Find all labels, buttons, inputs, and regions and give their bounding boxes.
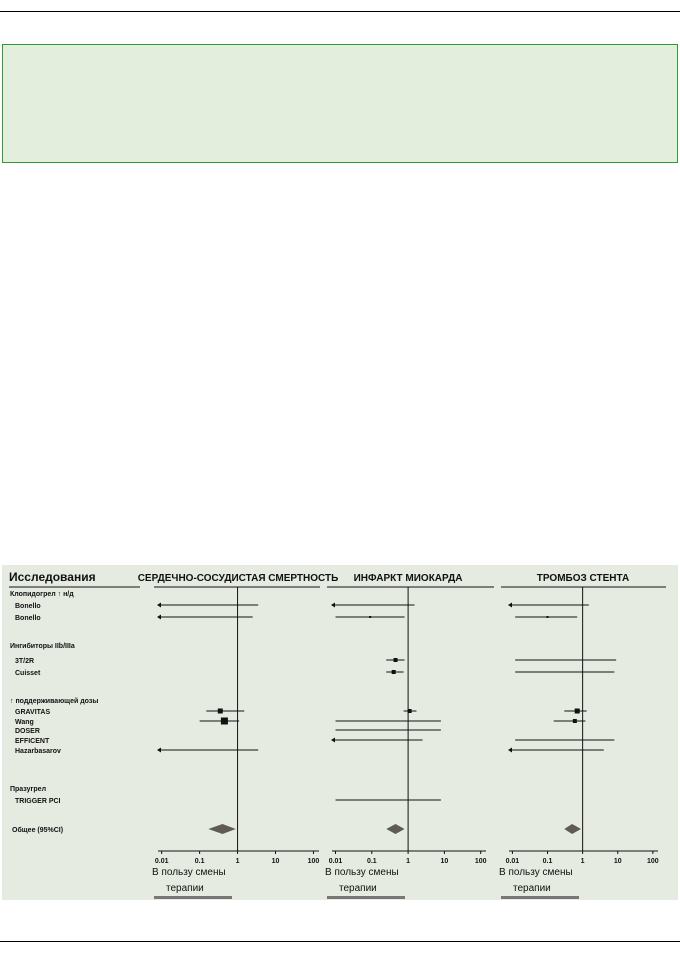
overall-diamond [208,824,235,834]
panel-title: ИНФАРКТ МИОКАРДА [353,573,463,584]
point-estimate [558,750,559,751]
x-tick-label: 100 [307,858,320,865]
point-estimate [573,719,577,723]
forest-panel-1 [138,573,339,899]
favor-underline-bar [501,896,579,899]
ci-arrow-left [157,615,161,620]
panel-title: ТРОМБОЗ СТЕНТА [536,573,630,584]
favor-label-line2: терапии [339,883,377,894]
ci-arrow-left [331,738,335,743]
panel-title: СЕРДЕЧНО-СОСУДИСТАЯ СМЕРТНОСТЬ [137,573,339,584]
highlight-box [2,44,678,163]
point-estimate [218,709,223,714]
study-label: TRIGGER PCI [15,798,61,805]
point-estimate [214,605,215,606]
group-label: Клопидогрел ↑ н/д [10,591,74,598]
point-estimate [391,730,392,731]
x-tick-label: 1 [235,858,240,865]
ci-arrow-left [508,603,512,608]
study-label: Bonello [15,615,41,622]
forest-panel-3 [499,573,666,899]
x-tick-label: 0.1 [366,858,377,865]
favor-underline-bar [154,896,232,899]
ci-arrow-left [508,748,512,753]
point-estimate [547,616,549,618]
point-estimate [371,605,372,606]
point-estimate [391,800,392,801]
point-estimate [392,670,396,674]
study-label: Bonello [15,603,41,610]
group-label: ↑ поддерживающей дозы [10,698,99,705]
overall-diamond [564,824,581,834]
point-estimate [550,605,551,606]
study-label: EFFICENT [15,738,50,745]
group-label: Празугрел [10,786,47,793]
study-label: DOSER [15,728,40,735]
x-tick-label: 0.1 [194,858,205,865]
point-estimate [566,660,567,661]
point-estimate [408,709,412,713]
favor-label-line1: В пользу смены [499,867,573,878]
x-tick-label: 10 [271,858,280,865]
point-estimate [394,658,398,662]
study-label: Hazarbasarov [15,748,61,755]
favor-label-line2: терапии [166,883,204,894]
study-label: Cuisset [15,670,41,677]
x-tick-label: 100 [474,858,487,865]
favor-label-line1: В пользу смены [325,867,399,878]
group-label: Ингибиторы IIb/IIIa [10,643,75,650]
x-tick-label: 0.01 [154,858,169,865]
point-estimate [202,617,203,618]
overall-label: Общее (95%CI) [12,827,64,834]
point-estimate [564,740,565,741]
point-estimate [212,750,213,751]
point-estimate [382,740,383,741]
point-estimate [575,709,580,714]
bottom-rule [0,941,680,942]
point-estimate [564,672,565,673]
forest-plot-svg [2,565,678,900]
ci-arrow-left [157,748,161,753]
x-tick-label: 10 [613,858,622,865]
point-estimate [391,721,392,722]
favor-label-line2: терапии [513,883,551,894]
favor-underline-bar [327,896,405,899]
study-label: 3T/2R [15,658,35,665]
x-tick-label: 10 [440,858,449,865]
x-tick-label: 1 [406,858,411,865]
forest-panel-2 [325,573,494,899]
ci-arrow-left [157,603,161,608]
x-tick-label: 100 [647,858,659,865]
x-tick-label: 1 [580,858,585,865]
forest-plot-figure [2,565,678,900]
favor-label-line1: В пользу смены [152,867,226,878]
overall-diamond [386,824,404,834]
x-tick-label: 0.01 [328,858,343,865]
study-label: GRAVITAS [15,709,51,716]
point-estimate [221,718,228,725]
x-tick-label: 0.01 [505,858,520,865]
point-estimate [369,616,371,618]
top-rule [0,11,680,12]
ci-arrow-left [331,603,335,608]
x-tick-label: 0.1 [542,858,553,865]
study-column-header: Исследования [9,570,96,584]
study-label: Wang [15,719,34,726]
